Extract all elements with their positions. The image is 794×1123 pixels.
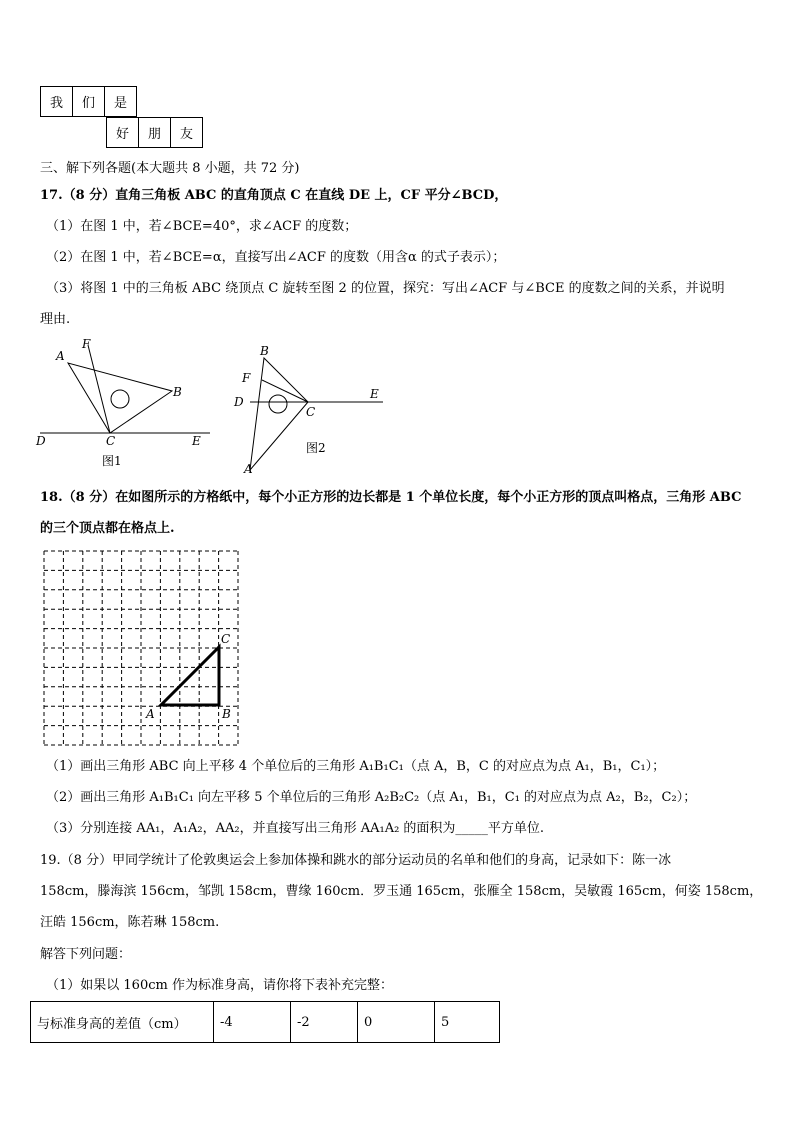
table-cell: -4 [214, 1002, 291, 1043]
label-E: E [370, 387, 379, 401]
q18-part1: （1）画出三角形 ABC 向上平移 4 个单位后的三角形 A₁B₁C₁（点 A，B，C 的对应点为点 A₁，B₁，C₁）； [46, 759, 666, 774]
table-header-cell: 与标准身高的差值（cm） [31, 1002, 214, 1043]
q17-part2: （2）在图 1 中，若∠BCE=α，直接写出∠ACF 的度数（用含α 的式子表示）； [46, 250, 506, 265]
q17-part1: （1）在图 1 中，若∠BCE=40°，求∠ACF 的度数； [46, 219, 358, 234]
label-A: A [244, 462, 253, 476]
grid-cell: 们 [72, 86, 105, 117]
label-E: E [192, 434, 201, 448]
height-difference-table [30, 1001, 500, 1043]
table-row [31, 1002, 500, 1043]
q17-part3-cont: 理由. [40, 312, 71, 327]
section-heading: 三、解下列各题(本大题共 8 小题，共 72 分) [40, 161, 300, 176]
grid-cell: 好 [106, 117, 139, 148]
q17-stem: 17.（8 分）直角三角板 ABC 的直角顶点 C 在直线 DE 上，CF 平分∠BCD， [40, 188, 508, 203]
label-C: C [221, 632, 231, 646]
figure-1-caption: 图1 [102, 454, 122, 468]
grid-cell: 是 [104, 86, 137, 117]
q18-part2: （2）画出三角形 A₁B₁C₁ 向左平移 5 个单位后的三角形 A₂B₂C₂（点 A₁，B₁，C₁ 的对应点为点 A₂，B₂，C₂）； [46, 790, 697, 805]
label-A: A [146, 707, 155, 721]
q19-stem: 19.（8 分）甲同学统计了伦敦奥运会上参加体操和跳水的部分运动员的名单和他们的身高，记录如下：陈一冰 [40, 853, 672, 868]
q18-stem-cont: 的三个顶点都在格点上. [40, 521, 175, 536]
figure-1 [30, 333, 220, 473]
label-D: D [234, 395, 244, 409]
grid-figure [36, 545, 251, 750]
grid-cell: 朋 [138, 117, 171, 148]
label-F: F [242, 371, 251, 385]
label-B: B [173, 385, 182, 399]
label-C: C [306, 405, 316, 419]
figure-2 [228, 340, 393, 480]
table-cell: 5 [435, 1002, 500, 1043]
q19-stem-cont2: 汪皓 156cm，陈若琳 158cm. [40, 915, 220, 930]
label-D: D [36, 434, 46, 448]
label-C: C [106, 434, 116, 448]
label-F: F [82, 337, 91, 351]
figure-2-caption: 图2 [306, 441, 326, 455]
table-cell: -2 [291, 1002, 358, 1043]
grid-cell: 我 [40, 86, 73, 117]
table-cell: 0 [358, 1002, 435, 1043]
label-B: B [260, 344, 269, 358]
grid-cell: 友 [170, 117, 203, 148]
q18-stem: 18.（8 分）在如图所示的方格纸中，每个小正方形的边长都是 1 个单位长度，每个小正方形的顶点叫格点，三角形 ABC [40, 490, 742, 505]
q17-part3: （3）将图 1 中的三角板 ABC 绕顶点 C 旋转至图 2 的位置，探究：写出∠ACF 与∠BCE 的度数之间的关系，并说明 [46, 281, 725, 296]
q19-ask: 解答下列问题： [40, 947, 132, 962]
label-B: B [222, 707, 231, 721]
q18-part3: （3）分别连接 AA₁，A₁A₂，AA₂，并直接写出三角形 AA₁A₂ 的面积为_____平方单位. [46, 821, 545, 836]
label-A: A [56, 349, 65, 363]
q19-part1: （1）如果以 160cm 作为标准身高，请你将下表补充完整： [46, 978, 393, 993]
q19-stem-cont: 158cm，滕海滨 156cm，邹凯 158cm，曹缘 160cm．罗玉通 165cm，张雁全 158cm，吴敏霞 165cm，何姿 158cm， [40, 884, 763, 899]
